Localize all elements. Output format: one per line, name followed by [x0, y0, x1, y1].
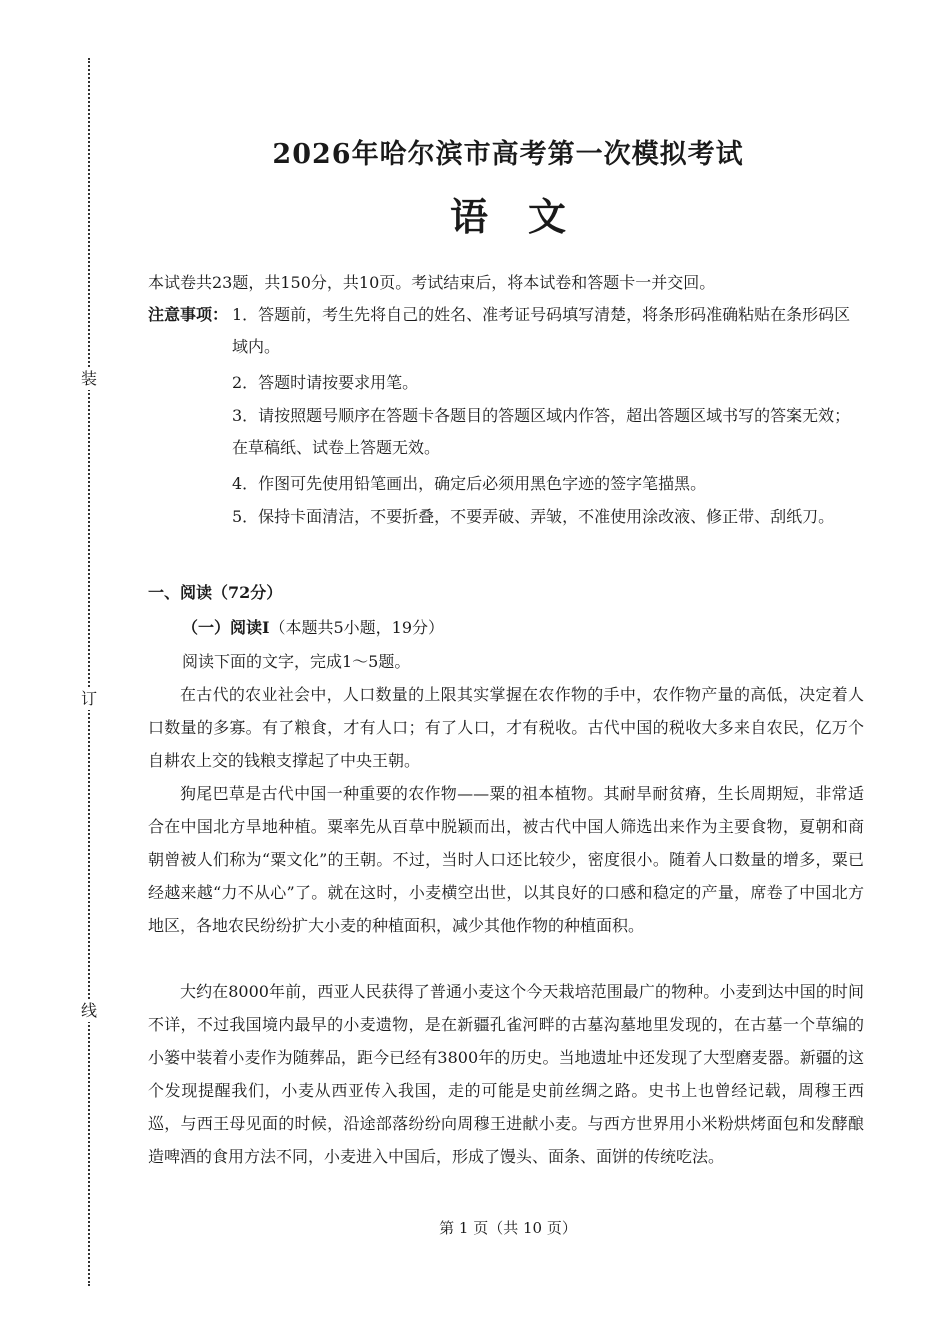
passage-paragraph-2: 狗尾巴草是古代中国一种重要的农作物——粟的祖本植物。其耐旱耐贫瘠，生长周期短，非常适合在中国北方旱地种植。粟率先从百草中脱颖而出，被古代中国人筛选出来作为主要食物，夏朝和商朝曾被人们称为“粟文化”的王朝。不过，当时人口还比较少，密度很小。随着人口数量的增多，粟已经越来越“力不从心”了。就在这时，小麦横空出世，以其良好的口感和稳定的产量，席卷了中国北方地区，各地农民纷纷扩大小麦的种植面积，减少其他作物的种植面积。: [148, 784, 864, 935]
note-item-2: 2．答题时请按要求用笔。: [232, 373, 419, 392]
binding-mark-xian: 线: [80, 1001, 97, 1020]
page-footer: 第 1 页（共 10 页）: [439, 1219, 577, 1237]
exam-intro: 本试卷共23题，共150分，共10页。考试结束后，将本试卷和答题卡一并交回。: [148, 273, 716, 292]
binding-mark-zhuang: 装: [80, 369, 97, 388]
note-item-1: 1．答题前，考生先将自己的姓名、准考证号码填写清楚，将条形码准确粘贴在条形码区域内。: [232, 305, 851, 356]
passage-paragraph-3: 大约在8000年前，西亚人民获得了普通小麦这个今天栽培范围最广的物种。小麦到达中国的时间不详，不过我国境内最早的小麦遗物，是在新疆孔雀河畔的古墓沟墓地里发现的，在古墓一个草编的小篓中装着小麦作为随葬品，距今已经有3800年的历史。当地遗址中还发现了大型磨麦器。新疆的这个发现提醒我们，小麦从西亚传入我国，走的可能是史前丝绸之路。史书上也曾经记载，周穆王西巡，与西王母见面的时候，沿途部落纷纷向周穆王进献小麦。与西方世界用小米粉烘烤面包和发酵酿造啤酒的食用方法不同，小麦进入中国后，形成了馒头、面条、面饼的传统吃法。: [148, 982, 864, 1166]
sub-heading-title: （一）阅读Ⅰ: [182, 618, 270, 637]
exam-title: 2026年哈尔滨市高考第一次模拟考试: [272, 139, 744, 170]
note-item-4: 4．作图可先使用铅笔画出，确定后必须用黑色字迹的签字笔描黑。: [232, 474, 707, 493]
sub-heading-detail: （本题共5小题，19分）: [269, 618, 445, 637]
reading-instruction: 阅读下面的文字，完成1～5题。: [182, 652, 411, 671]
sub-heading: [182, 617, 444, 639]
note-item-3: 3．请按照题号顺序在答题卡各题目的答题区域内作答，超出答题区域书写的答案无效；在草稿纸、试卷上答题无效。: [232, 406, 851, 457]
binding-dotted-line: [88, 58, 90, 1286]
section-heading: 一、阅读（72分）: [148, 583, 283, 602]
note-item-5: 5．保持卡面清洁，不要折叠，不要弄破、弄皱，不准使用涂改液、修正带、刮纸刀。: [232, 507, 835, 526]
exam-subject: 语文: [449, 194, 606, 239]
binding-mark-ding: 订: [80, 689, 97, 708]
notes-label: 注意事项：: [148, 305, 229, 324]
passage-paragraph-1: 在古代的农业社会中，人口数量的上限其实掌握在农作物的手中，农作物产量的高低，决定着人口数量的多寡。有了粮食，才有人口；有了人口，才有税收。古代中国的税收大多来自农民，亿万个自耕农上交的钱粮支撑起了中央王朝。: [148, 685, 864, 770]
